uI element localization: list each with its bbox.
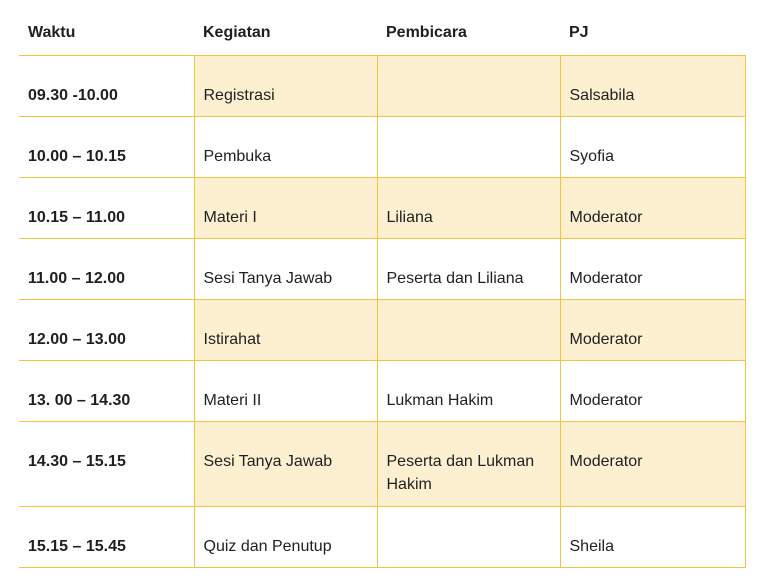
cell-waktu: 11.00 – 12.00: [19, 239, 194, 300]
cell-pembicara: Peserta dan Liliana: [377, 239, 560, 300]
cell-pj: Moderator: [560, 178, 745, 239]
table-row: [19, 117, 745, 178]
cell-kegiatan: Materi I: [194, 178, 377, 239]
table-row: [19, 361, 745, 422]
cell-kegiatan: Materi II: [194, 361, 377, 422]
cell-pj: Moderator: [560, 239, 745, 300]
cell-pj: Salsabila: [560, 56, 745, 117]
cell-kegiatan: Istirahat: [194, 300, 377, 361]
header-waktu: Waktu: [19, 11, 194, 56]
cell-pj: Syofia: [560, 117, 745, 178]
schedule-table: [19, 11, 746, 568]
cell-kegiatan: Quiz dan Penutup: [194, 507, 377, 568]
cell-waktu: 10.00 – 10.15: [19, 117, 194, 178]
table-row: [19, 422, 745, 507]
header-pembicara: Pembicara: [377, 11, 560, 56]
cell-kegiatan: Sesi Tanya Jawab: [194, 422, 377, 507]
cell-pembicara: [377, 300, 560, 361]
cell-pembicara: Lukman Hakim: [377, 361, 560, 422]
cell-kegiatan: Sesi Tanya Jawab: [194, 239, 377, 300]
cell-pembicara: Peserta dan Lukman Hakim: [377, 422, 560, 507]
cell-pembicara: Liliana: [377, 178, 560, 239]
table-row: [19, 239, 745, 300]
cell-pj: Moderator: [560, 300, 745, 361]
cell-waktu: 14.30 – 15.15: [19, 422, 194, 507]
cell-pj: Moderator: [560, 361, 745, 422]
cell-waktu: 12.00 – 13.00: [19, 300, 194, 361]
cell-kegiatan: Pembuka: [194, 117, 377, 178]
table-header-row: [19, 11, 745, 56]
cell-kegiatan: Registrasi: [194, 56, 377, 117]
header-kegiatan: Kegiatan: [194, 11, 377, 56]
cell-waktu: 13. 00 – 14.30: [19, 361, 194, 422]
cell-pembicara: [377, 117, 560, 178]
table-row: [19, 56, 745, 117]
cell-pj: Moderator: [560, 422, 745, 507]
header-pj: PJ: [560, 11, 745, 56]
table-row: [19, 300, 745, 361]
cell-waktu: 15.15 – 15.45: [19, 507, 194, 568]
table-row: [19, 178, 745, 239]
cell-pj: Sheila: [560, 507, 745, 568]
cell-pembicara: [377, 507, 560, 568]
cell-waktu: 09.30 -10.00: [19, 56, 194, 117]
cell-waktu: 10.15 – 11.00: [19, 178, 194, 239]
cell-pembicara: [377, 56, 560, 117]
table-row: [19, 507, 745, 568]
